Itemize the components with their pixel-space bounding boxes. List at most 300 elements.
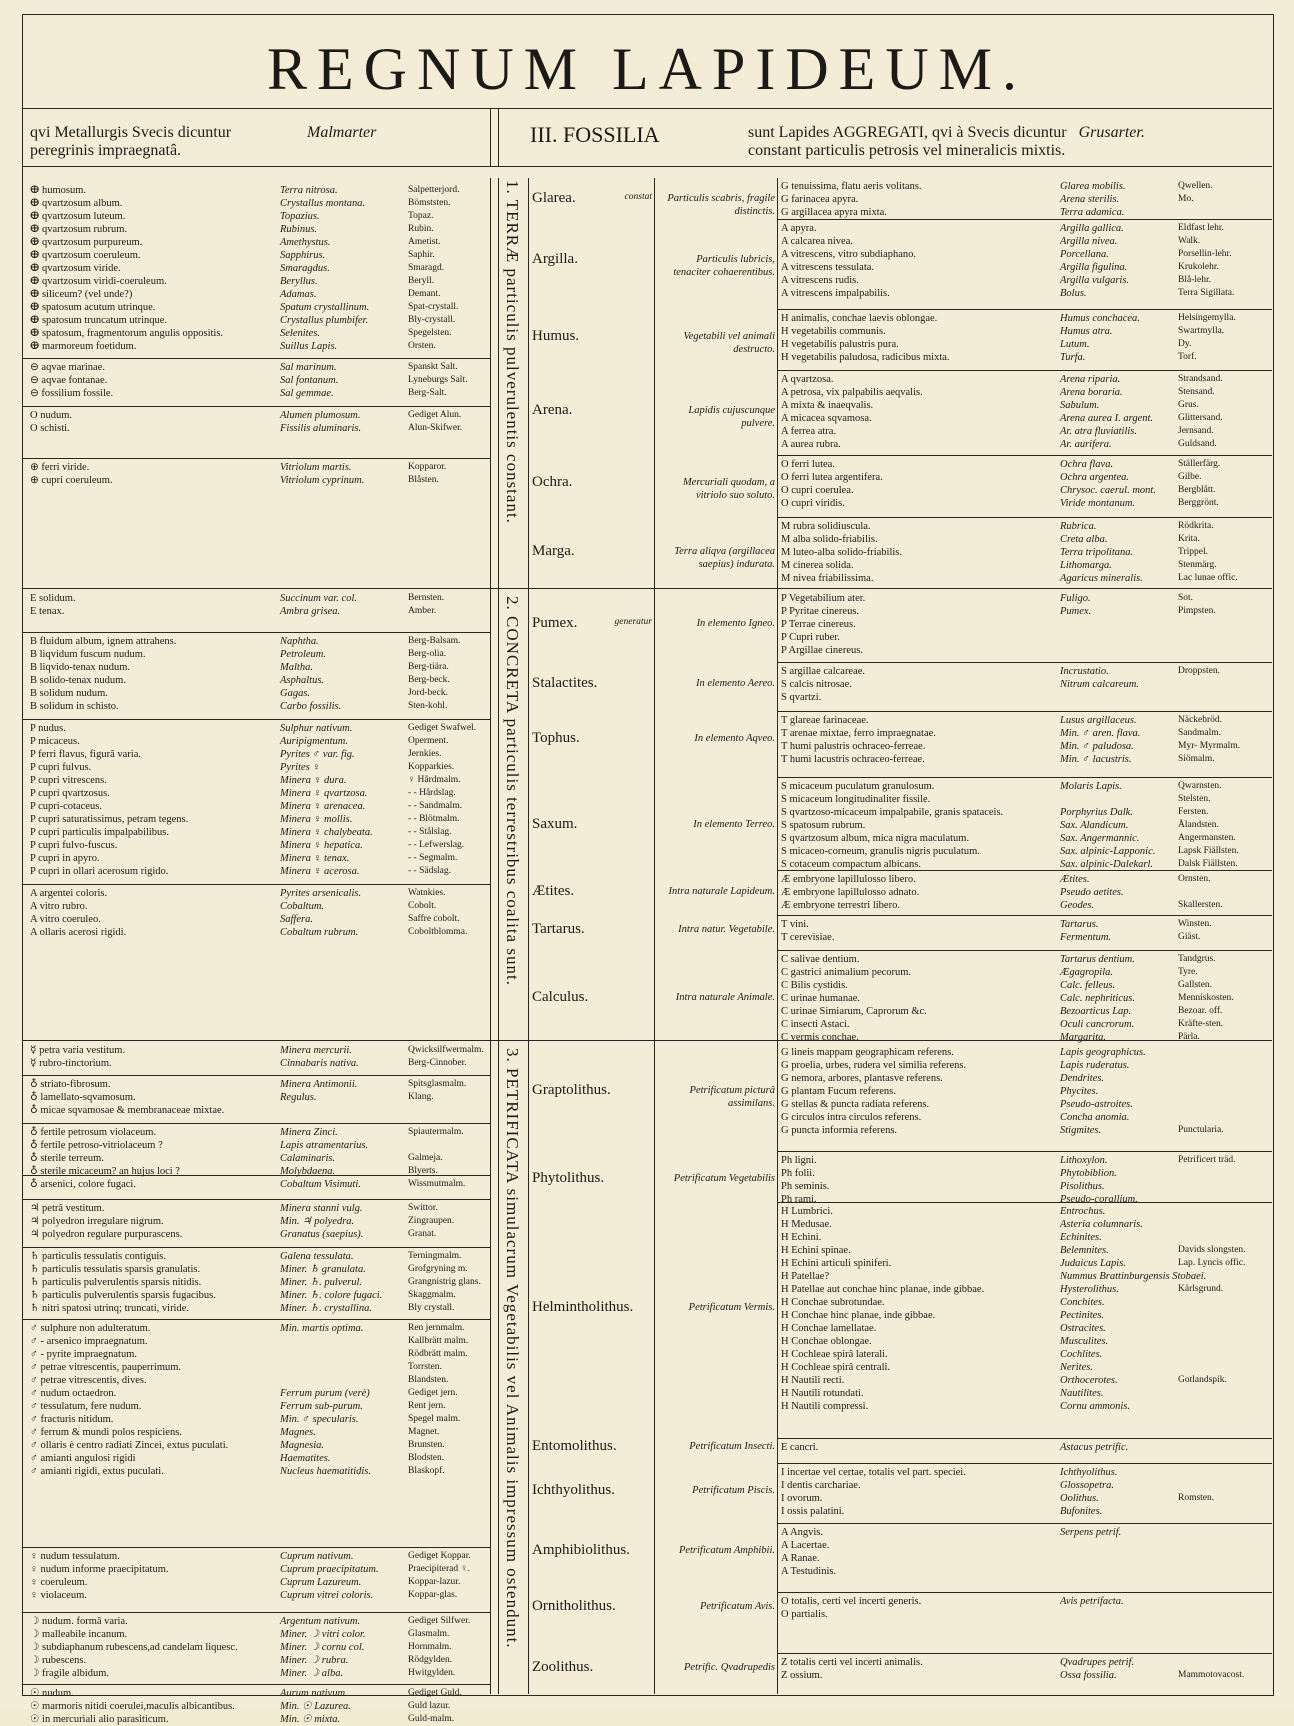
latin-name: Smaragdus. (280, 263, 330, 274)
latin-name: Lapis ruderatus. (1060, 1060, 1130, 1071)
divider (654, 178, 655, 1694)
swedish-name: Skallersten. (1178, 900, 1223, 910)
swedish-name (1178, 1231, 1270, 1244)
list-item: O cupri coerulea. (781, 485, 854, 496)
swedish-name: Beryll. (408, 276, 435, 286)
latin-name: Molybdaena. (280, 1166, 336, 1177)
swedish-name: Praecipiterad ♀. (408, 1564, 470, 1574)
latin-name: Porphyrius Dalk. (1060, 807, 1133, 818)
swedish-name: - - Sädslag. (408, 866, 452, 876)
list-item: B liqvidum fuscum nudum. (30, 649, 146, 660)
latin-name: Stigmites. (1060, 1125, 1102, 1136)
genus-description: Petrificatum picturâ assimilans. (689, 1084, 775, 1109)
latin-name: Creta alba. (1060, 534, 1108, 545)
swedish-name (1178, 1595, 1270, 1608)
genus-name: Marga. (532, 542, 575, 559)
rule (22, 1199, 490, 1200)
list-item: G proelia, urbes, rudera vel similia referens. (781, 1060, 967, 1071)
latin-name: Bufonites. (1060, 1506, 1103, 1517)
species-latin (1060, 714, 1178, 766)
latin-name: Lithomarga. (1060, 560, 1112, 571)
species-swedish (1178, 1205, 1270, 1413)
list-item: ♁ fertile petroso-vitriolaceum ? (30, 1140, 163, 1151)
latin-name: Auripigmentum. (280, 736, 348, 747)
swedish-name: Grangnistrig glans. (408, 1277, 481, 1287)
rule (777, 870, 1272, 871)
block-swedish (408, 1044, 488, 1070)
list-item: H vegetabilis communis. (781, 326, 886, 337)
list-item: ⊖ aqvae fontanae. (30, 375, 108, 386)
list-item: ♀ violaceum. (30, 1590, 87, 1601)
latin-name: Min. martis optima. (280, 1323, 364, 1334)
latin-name: Magnesia. (280, 1440, 325, 1451)
species-latin (1060, 665, 1178, 704)
list-item: B solidum nudum. (30, 688, 108, 699)
latin-name (1060, 793, 1178, 806)
latin-name: Agaricus mineralis. (1060, 573, 1143, 584)
rule (22, 406, 490, 407)
latin-name: Crystallus plumbifer. (280, 315, 369, 326)
species-swedish (1178, 1441, 1270, 1454)
species-latin (1060, 1526, 1178, 1578)
list-item: ⊖ aqvae marinae. (30, 362, 105, 373)
list-item: Ph rami. (781, 1194, 817, 1205)
swedish-name: Lyneburgs Salt. (408, 375, 468, 385)
block-latin (280, 361, 408, 400)
block-swedish (408, 592, 488, 618)
swedish-name: Spat-crystall. (408, 302, 459, 312)
species-latin (1060, 520, 1178, 585)
genus-description: Particulis scabris, fragile distinctis. (667, 192, 775, 217)
genus-description: Intra naturale Lapideum. (668, 885, 775, 897)
species-swedish (1178, 222, 1270, 300)
swedish-name (1178, 1085, 1270, 1098)
latin-name: Terra adamica. (1060, 207, 1125, 218)
latin-name: Sabulum. (1060, 400, 1100, 411)
latin-name: Miner. ♄. pulverul. (280, 1277, 363, 1288)
latin-name: Arena sterilis. (1060, 194, 1120, 205)
latin-name: Arena aurea I. argent. (1060, 413, 1154, 424)
latin-name: Ar. atra fluviatilis. (1060, 426, 1138, 437)
rule (777, 1463, 1272, 1464)
list-item: O ferri lutea. (781, 459, 835, 470)
ordo-concreta: 2. CONCRETA particulis terrestribus coalita sunt. (503, 596, 522, 986)
list-item: A vitro rubro. (30, 901, 88, 912)
list-item: A vitro coeruleo. (30, 914, 101, 925)
species-swedish (1178, 953, 1270, 1044)
divider (490, 108, 491, 166)
swedish-name: Blaskopf. (408, 1466, 445, 1476)
swedish-name: Rubin. (408, 224, 434, 234)
latin-name: Echinites. (1060, 1232, 1102, 1243)
list-item: T vini. (781, 919, 809, 930)
genus-name: Ornitholithus. (532, 1598, 616, 1614)
list-item: ☽ malleabile incanum. (30, 1629, 128, 1640)
swedish-name: - - Stålslag. (408, 827, 452, 837)
rule (22, 1175, 490, 1176)
list-item: Æ embryone terrestri libero. (781, 900, 900, 911)
swedish-name: Pärla. (1178, 1032, 1200, 1042)
list-item: S qvartzi. (781, 692, 822, 703)
latin-name: Minera ♀ qvartzosa. (280, 788, 368, 799)
list-item: ♀ nudum tessulatum. (30, 1551, 120, 1562)
ordo-terrae: 1. TERRÆ particulis pulverulentis constant. (503, 180, 522, 524)
swedish-name: Lap. Lyncis offic. (1178, 1258, 1246, 1268)
genus-description: Petrificatum Insecti. (689, 1440, 775, 1452)
list-item: E tenax. (30, 606, 65, 617)
latin-name (1060, 631, 1178, 644)
block-descriptions (30, 1202, 278, 1241)
rule (777, 915, 1272, 916)
genus-name: Saxum. (532, 815, 578, 832)
genus-name: Ætites. (532, 882, 575, 899)
swedish-name: Qwicksilfwermalm. (408, 1045, 484, 1055)
latin-name: Minera ♀ chalybeata. (280, 827, 373, 838)
block-swedish (408, 1322, 488, 1478)
swedish-name: Gediget Swafwel. (408, 723, 477, 733)
latin-name: Belemnites. (1060, 1245, 1109, 1256)
list-item: T arenae mixtae, ferro impraegnatae. (781, 728, 936, 739)
species-swedish (1178, 780, 1270, 871)
species-swedish (1178, 1595, 1270, 1621)
swedish-name (1178, 1059, 1270, 1072)
species-list (781, 1046, 1056, 1137)
latin-name: Pseudo-corallium. (1060, 1194, 1138, 1205)
swedish-name: Gediget Guld. (408, 1688, 462, 1698)
latin-name: Musculites. (1060, 1336, 1109, 1347)
swedish-name: Saphir. (408, 250, 435, 260)
block-descriptions (30, 1550, 278, 1602)
list-item: C salivae dentium. (781, 954, 860, 965)
swedish-name: Winsten. (1178, 919, 1212, 929)
swedish-name: Sot. (1178, 593, 1194, 603)
list-item: ⴲ qvartzosum viridi-coeruleum. (30, 276, 167, 287)
list-item: H Cochleae spirâ laterali. (781, 1349, 888, 1360)
swedish-name: Bömststen. (408, 198, 451, 208)
swedish-name: Jord-beck. (408, 688, 448, 698)
list-item: ♁ micae sqvamosae & membranaceae mixtae. (30, 1105, 225, 1116)
block-descriptions (30, 1044, 278, 1070)
genus-name: Pumex. (532, 614, 578, 631)
swedish-name (1178, 1205, 1270, 1218)
swedish-name: Ornsten. (1178, 874, 1211, 884)
list-item: O totalis, certi vel incerti generis. (781, 1596, 922, 1607)
list-item: P cupri saturatissimus, petram tegens. (30, 814, 189, 825)
swedish-name (1178, 1387, 1270, 1400)
block-latin (280, 1615, 408, 1680)
swedish-name: Strandsand. (1178, 374, 1223, 384)
swedish-name: Qwarnsten. (1178, 781, 1222, 791)
list-item: A Lacertae. (781, 1540, 830, 1551)
genus-name: Ichthyolithus. (532, 1482, 615, 1498)
latin-name: Argilla gallica. (1060, 223, 1124, 234)
species-latin (1060, 312, 1178, 364)
latin-name: Granatus (saepius). (280, 1229, 364, 1240)
list-item: ♁ fertile petrosum violaceum. (30, 1127, 157, 1138)
latin-name: Cuprum Lazureum. (280, 1577, 362, 1588)
latin-name: Minera ♀ arenacea. (280, 801, 366, 812)
rule (22, 458, 490, 459)
list-item: ☽ fragile albidum. (30, 1668, 110, 1679)
latin-name: Rubrica. (1060, 521, 1097, 532)
list-item: ♁ striato-fibrosum. (30, 1079, 111, 1090)
species-latin (1060, 1441, 1178, 1454)
latin-name: Haematites. (280, 1453, 331, 1464)
list-item: T humi palustris ochraceo-ferreae. (781, 741, 926, 752)
latin-name: Cobaltum rubrum. (280, 927, 359, 938)
list-item: O schisti. (30, 423, 70, 434)
rule (22, 1247, 490, 1248)
latin-name: Sax. Alandicum. (1060, 820, 1129, 831)
rule (777, 711, 1272, 712)
rule (777, 309, 1272, 310)
rule (777, 1151, 1272, 1152)
species-list (781, 520, 1056, 585)
swedish-name (1178, 1608, 1270, 1621)
latin-name (1060, 691, 1178, 704)
latin-name: Miner. ♄. crystallina. (280, 1303, 372, 1314)
genus-name: Zoolithus. (532, 1659, 594, 1675)
latin-name (280, 1374, 408, 1387)
swedish-name: Swartmylla. (1178, 326, 1225, 336)
rule (22, 1547, 490, 1548)
rule (777, 370, 1272, 371)
block-latin (280, 184, 408, 353)
list-item: ♂ petrae vitrescentis, pauperrimum. (30, 1362, 182, 1373)
swedish-name: Rödkrita. (1178, 521, 1214, 531)
list-item: ⴲ qvartzosum album. (30, 198, 123, 209)
block-descriptions (30, 1078, 278, 1117)
block-descriptions (30, 409, 278, 435)
list-item: ♂ amianti angulosi rigidi (30, 1453, 136, 1464)
swedish-name: Berg-Cinnober. (408, 1058, 467, 1068)
species-list (781, 953, 1056, 1044)
block-latin (280, 722, 408, 878)
swedish-name: Demant. (408, 289, 441, 299)
list-item: P cupri vitrescens. (30, 775, 107, 786)
genus-name: Calculus. (532, 988, 589, 1005)
species-swedish (1178, 1526, 1270, 1578)
list-item: G lineis mappam geographicam referens. (781, 1047, 954, 1058)
block-swedish (408, 1687, 488, 1726)
latin-name: Ostracites. (1060, 1323, 1106, 1334)
swedish-name: Stensand. (1178, 387, 1215, 397)
latin-name: Tartarus dentium. (1060, 954, 1135, 965)
swedish-name (1178, 1466, 1270, 1479)
swedish-name: Berg-Balsam. (408, 636, 461, 646)
swedish-name: Kallbrätt malm. (408, 1336, 469, 1346)
list-item: ⊕ ferri viride. (30, 462, 90, 473)
latin-name: Incrustatio. (1060, 666, 1109, 677)
latin-name: Minera ♀ hepatica. (280, 840, 363, 851)
species-latin (1060, 780, 1178, 871)
species-list (781, 918, 1056, 944)
rule (777, 1202, 1272, 1203)
swedish-name: Spegel malm. (408, 1414, 461, 1424)
list-item: M nivea friabilissima. (781, 573, 874, 584)
swedish-name: Stenmärg. (1178, 560, 1217, 570)
swedish-name: Jernkies. (408, 749, 442, 759)
latin-name: Argilla nivea. (1060, 236, 1118, 247)
latin-name: Argilla vulgaris. (1060, 275, 1130, 286)
swedish-name: Koppar-glas. (408, 1590, 458, 1600)
block-descriptions (30, 361, 278, 400)
list-item: A qvartzosa. (781, 374, 834, 385)
list-item: Ph folii. (781, 1168, 815, 1179)
list-item: C vermis conchae. (781, 1032, 859, 1043)
species-swedish (1178, 180, 1270, 219)
list-item: ♄ particulis tessulatis sparsis granulatis. (30, 1264, 201, 1275)
swedish-name: Sandmalm. (1178, 728, 1222, 738)
swedish-name: Davids slongsten. (1178, 1245, 1246, 1255)
latin-name: Ferrum purum (verè) (280, 1388, 370, 1399)
latin-name: Maltha. (280, 662, 313, 673)
latin-name: Cinnabaris nativa. (280, 1058, 359, 1069)
species-list (781, 458, 1056, 510)
swedish-name: Spegelsten. (408, 328, 452, 338)
species-list (781, 373, 1056, 451)
block-swedish (408, 887, 488, 939)
latin-name: Pyrites arsenicalis. (280, 888, 362, 899)
swedish-name: Blå-lehr. (1178, 275, 1211, 285)
block-swedish (408, 1615, 488, 1680)
latin-name: Asteria columnaris. (1060, 1219, 1143, 1230)
latin-name: Min. ♂ aren. flava. (1060, 728, 1141, 739)
rule (22, 1319, 490, 1320)
species-list (781, 665, 1056, 704)
species-list (781, 1154, 1056, 1206)
swedish-name: Hornmalm. (408, 1642, 452, 1652)
swedish-name: Amber. (408, 606, 437, 616)
latin-name: Vitriolum cyprinum. (280, 475, 365, 486)
species-latin (1060, 1656, 1178, 1682)
list-item: G tenuissima, flatu aeris volitans. (781, 181, 922, 192)
list-item: ⴲ qvartzosum purpureum. (30, 237, 143, 248)
latin-name: Calc. nephriticus. (1060, 993, 1135, 1004)
latin-name: Sal fontanum. (280, 375, 339, 386)
block-latin (280, 1078, 408, 1117)
latin-name (280, 1335, 408, 1348)
latin-name: Aurum nativum. (280, 1688, 348, 1699)
list-item: ♄ particulis pulverulentis sparsis fugacibus. (30, 1290, 216, 1301)
genus-description: Petrificatum Avis. (699, 1601, 775, 1612)
species-swedish (1178, 373, 1270, 451)
swedish-name: Näckebröd. (1178, 715, 1223, 725)
left-header: qvi Metallurgis Svecis dicuntur Malmarter peregrinis impraegnatâ. (30, 124, 377, 159)
swedish-name: Swittor. (408, 1203, 438, 1213)
latin-name: Ar. aurifera. (1060, 439, 1112, 450)
rule (22, 719, 490, 720)
swedish-name (1178, 1046, 1270, 1059)
genus-description: Vegetabili vel animali destructo. (683, 331, 775, 355)
latin-name: Humus conchacea. (1060, 313, 1140, 324)
block-swedish (408, 1550, 488, 1602)
genus-description: In elemento Terreo. (693, 818, 775, 830)
list-item: H Conchae lamellatae. (781, 1323, 877, 1334)
swedish-name: Zingraupen. (408, 1216, 455, 1226)
list-item: ♂ nudum octaedron. (30, 1388, 117, 1399)
latin-name: Oolithus. (1060, 1493, 1099, 1504)
list-item: A ollaris acerosi rigidi. (30, 927, 127, 938)
swedish-name (1178, 1552, 1270, 1565)
latin-name (280, 1104, 408, 1117)
species-latin (1060, 180, 1178, 219)
list-item: ⴲ siliceum? (vel unde?) (30, 289, 133, 300)
list-item: ☿ petra varia vestitum. (30, 1045, 126, 1056)
species-swedish (1178, 312, 1270, 364)
latin-name: Sulphur nativum. (280, 723, 353, 734)
genus-name: Entomolithus. (532, 1437, 617, 1454)
latin-name: Nummus Brattinburgensis Stobaei. (1060, 1271, 1207, 1282)
swedish-name: Grus. (1178, 400, 1199, 410)
list-item: H animalis, conchae laevis oblongae. (781, 313, 938, 324)
latin-name: Ambra grisea. (280, 606, 341, 617)
latin-name: Cobaltum Visimuti. (280, 1179, 361, 1190)
list-item: T humi lacustris ochraceo-ferreae. (781, 754, 925, 765)
list-item: O nudum. (30, 410, 72, 421)
list-item: ☽ nudum. formâ varia. (30, 1616, 128, 1627)
block-descriptions (30, 1322, 278, 1478)
latin-name: Beryllus. (280, 276, 318, 287)
species-swedish (1178, 1154, 1270, 1206)
latin-name: Chrysoc. caerul. mont. (1060, 485, 1156, 496)
swedish-name: Porsellin-lehr. (1178, 249, 1232, 259)
swedish-name (1178, 1322, 1270, 1335)
latin-name: Saffera. (280, 914, 313, 925)
latin-name: Minera ♀ tenax. (280, 853, 350, 864)
block-descriptions (30, 887, 278, 939)
swedish-name: Bernsten. (408, 593, 445, 603)
swedish-name: Stelsten. (1178, 794, 1211, 804)
swedish-name: Spitsglasmalm. (408, 1079, 467, 1089)
swedish-name (1178, 1526, 1270, 1539)
list-item: C insecti Astaci. (781, 1019, 850, 1030)
latin-name: Humus atra. (1060, 326, 1113, 337)
list-item: A vitrescens, vitro subdiaphano. (781, 249, 917, 260)
block-descriptions (30, 722, 278, 878)
swedish-name: Gediget Silfwer. (408, 1616, 471, 1626)
genus-name: Humus. (532, 328, 580, 344)
list-item: A mixta & inaeqvalis. (781, 400, 874, 411)
swedish-name (1178, 1072, 1270, 1085)
species-latin (1060, 592, 1178, 657)
swedish-name: Myr- Myrmalm. (1178, 741, 1241, 751)
swedish-name: Tandgrus. (1178, 954, 1216, 964)
latin-name: Pyrites ♀ (280, 762, 321, 773)
list-item: P Terrae cinereus. (781, 619, 856, 630)
swedish-name: Terningmalm. (408, 1251, 462, 1261)
swedish-name: Alun-Skifwer. (408, 423, 463, 433)
list-item: G circulos intra circulos referens. (781, 1112, 922, 1123)
list-item: H vegetabilis paludosa, radicibus mixta. (781, 352, 950, 363)
rule (777, 950, 1272, 951)
list-item: ⊖ fossilium fossile. (30, 388, 114, 399)
latin-name: Argilla figulina. (1060, 262, 1128, 273)
swedish-name: Fersten. (1178, 807, 1209, 817)
list-item: P cupri-cotaceus. (30, 801, 102, 812)
latin-name: Phytobiblion. (1060, 1168, 1117, 1179)
list-item: C Bilis cystidis. (781, 980, 848, 991)
list-item: A Ranae. (781, 1553, 820, 1564)
genus-name: Tartarus. (532, 921, 585, 937)
latin-name: Astacus petrific. (1060, 1442, 1129, 1453)
latin-name: Nucleus haematitidis. (280, 1466, 371, 1477)
list-item: P nudus. (30, 723, 66, 734)
latin-name: Nitrum calcareum. (1060, 679, 1139, 690)
block-latin (280, 1687, 408, 1726)
swedish-name: Koppar-lazur. (408, 1577, 461, 1587)
latin-name: Minera stanni vulg. (280, 1203, 363, 1214)
